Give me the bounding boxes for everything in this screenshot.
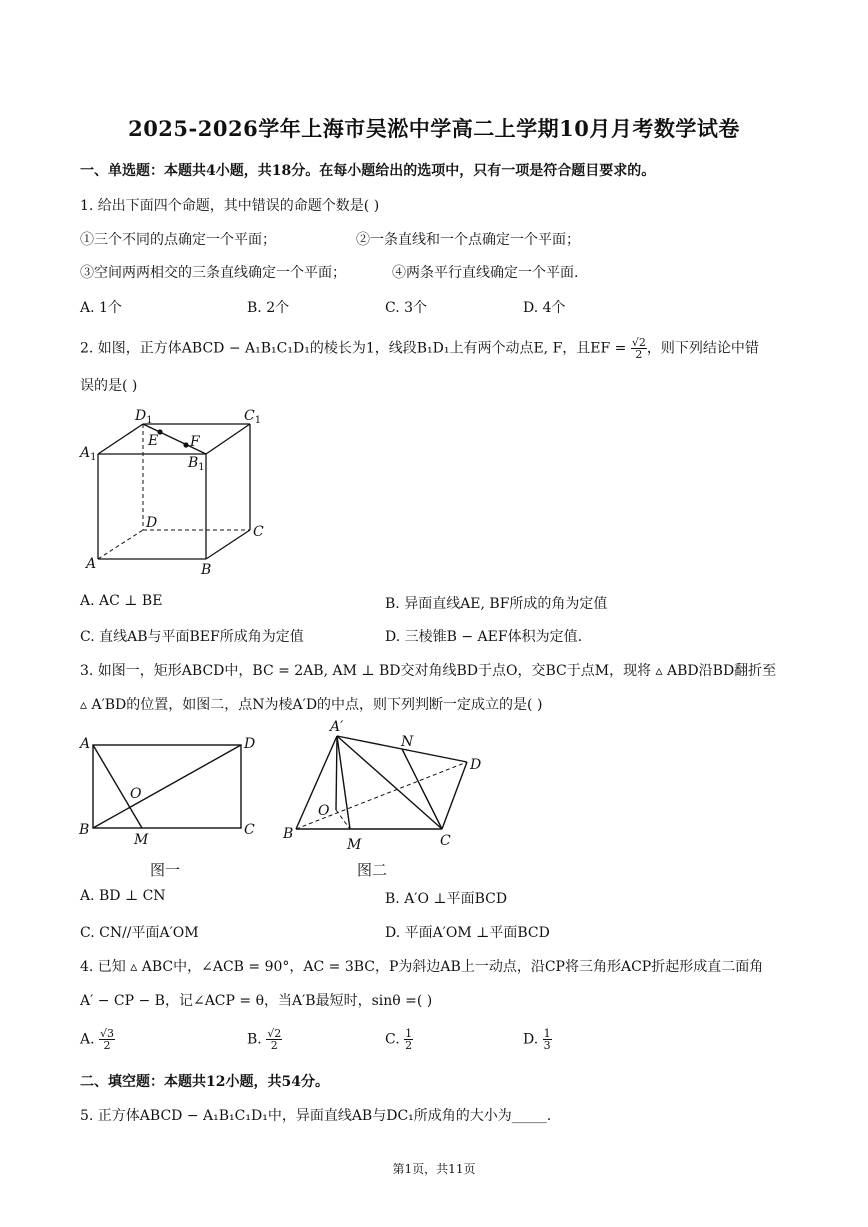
- label-c1: $C_1$: [244, 408, 262, 426]
- question-2-stem-part-a: 2. 如图，正方体ABCD − A₁B₁C₁D₁的棱长为1，线段B₁D₁上有两个动点E, F，且EF =: [80, 340, 627, 357]
- hidden-edge-a-d: [98, 530, 143, 559]
- option-c-numerator: 1: [405, 1027, 413, 1040]
- edge-a-c: [337, 736, 442, 829]
- question-4-option-c: [385, 1028, 413, 1051]
- label-e: E: [148, 433, 159, 449]
- question-4-option-a: [80, 1028, 115, 1051]
- question-3-option-c: C. CN//平面A′OM: [80, 925, 199, 941]
- option-d-label: D.: [523, 1031, 539, 1048]
- option-d-fraction: [543, 1028, 552, 1051]
- question-3-figure-2-folded: [280, 715, 500, 855]
- option-c-fraction: [404, 1028, 413, 1051]
- option-b-denominator: 2: [270, 1039, 278, 1052]
- question-3-option-b: B. A′O ⊥平面BCD: [385, 891, 508, 907]
- question-2-stem-part-b: ，则下列结论中错: [646, 340, 759, 357]
- section-heading-1: 一、单选题：本题共4小题，共18分。在每小题给出的选项中，只有一项是符合题目要求的。: [80, 163, 656, 179]
- label-f: F: [190, 434, 200, 450]
- option-c-label: C.: [385, 1031, 400, 1048]
- label-b1: $B_1$: [188, 455, 205, 473]
- question-4-stem-continued: A′ − CP − B，记∠ACP = θ，当A′B最短时，sinθ =( ): [80, 993, 433, 1009]
- question-1-proposition-1: ①三个不同的点确定一个平面；: [80, 232, 276, 248]
- edge-n-c: [402, 749, 442, 829]
- label-d: D: [470, 757, 482, 773]
- option-a-label: A.: [80, 1031, 95, 1048]
- edge-a1-d1: [98, 424, 143, 454]
- diagonal-bd: [93, 745, 241, 828]
- question-1-option-d: D. 4个: [523, 300, 566, 316]
- question-3-stem: 3. 如图一，矩形ABCD中，BC = 2AB, AM ⊥ BD交对角线BD于点O，交BC于点M，现将 ▵ ABD沿BD翻折至: [80, 663, 777, 679]
- label-c: C: [244, 822, 255, 838]
- label-d: D: [146, 515, 158, 531]
- question-2-option-a: A. AC ⊥ BE: [80, 593, 163, 609]
- label-m: M: [134, 832, 149, 848]
- question-3-option-d: D. 平面A′OM ⊥平面BCD: [385, 925, 550, 941]
- question-2-fraction-denominator: 2: [635, 348, 643, 361]
- question-1-option-b: B. 2个: [247, 300, 290, 316]
- label-c: C: [440, 833, 451, 849]
- edge-b-c: [206, 530, 250, 559]
- label-a: A: [80, 736, 91, 752]
- label-b: B: [201, 562, 212, 578]
- label-a-prime: A′: [330, 719, 344, 735]
- option-d-numerator: 1: [543, 1027, 551, 1040]
- section-heading-2: 二、填空题：本题共12小题，共54分。: [80, 1074, 329, 1090]
- option-c-denominator: 2: [405, 1039, 413, 1052]
- label-b: B: [79, 822, 90, 838]
- question-2-option-d: D. 三棱锥B − AEF体积为定值.: [385, 629, 583, 645]
- label-o: O: [318, 803, 330, 819]
- label-n: N: [401, 734, 414, 750]
- question-3-figure-1-rectangle: [76, 728, 276, 853]
- question-1-proposition-4: ④两条平行直线确定一个平面.: [392, 265, 579, 281]
- option-b-label: B.: [247, 1031, 262, 1048]
- edge-b1-c1: [206, 424, 250, 454]
- label-o: O: [130, 786, 142, 802]
- page-footer: 第1页，共11页: [392, 1162, 476, 1176]
- question-2-fraction: [631, 337, 647, 360]
- point-f: [183, 442, 188, 447]
- option-b-fraction: [266, 1028, 282, 1051]
- question-3-stem-continued: ▵ A′BD的位置，如图二，点N为棱A′D的中点，则下列判断一定成立的是( ): [80, 697, 543, 713]
- question-1-option-a: A. 1个: [80, 300, 122, 316]
- question-4-option-d: [523, 1028, 552, 1051]
- figure-1-caption: 图一: [150, 861, 181, 879]
- page-title: 2025-2026学年上海市吴淞中学高二上学期10月月考数学试卷: [128, 116, 740, 141]
- question-1-proposition-3: ③空间两两相交的三条直线确定一个平面；: [80, 265, 346, 281]
- label-m: M: [347, 837, 362, 853]
- question-4-stem: 4. 已知 ▵ ABC中，∠ACB = 90°，AC = 3BC，P为斜边AB上一动点，沿CP将三角形ACP折起形成直二面角: [80, 959, 764, 975]
- figure-2-caption: 图二: [357, 861, 388, 879]
- option-a-fraction: [99, 1028, 115, 1051]
- label-d1: $D_1$: [135, 408, 153, 426]
- option-b-numerator: √2: [267, 1027, 282, 1040]
- option-a-numerator: √3: [100, 1027, 115, 1040]
- question-3-option-a: A. BD ⊥ CN: [80, 888, 166, 904]
- question-5-stem: 5. 正方体ABCD − A₁B₁C₁D₁中，异面直线AB与DC₁所成角的大小为_____.: [80, 1108, 552, 1124]
- option-a-denominator: 2: [103, 1039, 111, 1052]
- option-d-denominator: 3: [543, 1039, 551, 1052]
- question-1-stem: 1. 给出下面四个命题，其中错误的命题个数是( ): [80, 198, 380, 214]
- question-1-proposition-2: ②一条直线和一个点确定一个平面；: [356, 232, 580, 248]
- question-2-option-b: B. 异面直线AE, BF所成的角为定值: [385, 596, 608, 612]
- question-2-stem-continued: 误的是( ): [80, 378, 138, 394]
- edge-a-m: [337, 736, 350, 829]
- question-1-option-c: C. 3个: [385, 300, 428, 316]
- edge-c-d: [442, 762, 467, 829]
- label-b: B: [283, 826, 294, 842]
- question-2-stem: [80, 337, 759, 360]
- label-c: C: [253, 524, 264, 540]
- question-2-option-c: C. 直线AB与平面BEF所成角为定值: [80, 629, 304, 645]
- label-a1: $A_1$: [80, 445, 97, 463]
- question-4-option-b: [247, 1028, 282, 1051]
- question-2-fraction-numerator: √2: [631, 336, 646, 349]
- label-d: D: [244, 736, 256, 752]
- label-a: A: [86, 556, 97, 572]
- edge-a-o: [336, 736, 337, 810]
- question-2-cube-figure: [78, 402, 278, 582]
